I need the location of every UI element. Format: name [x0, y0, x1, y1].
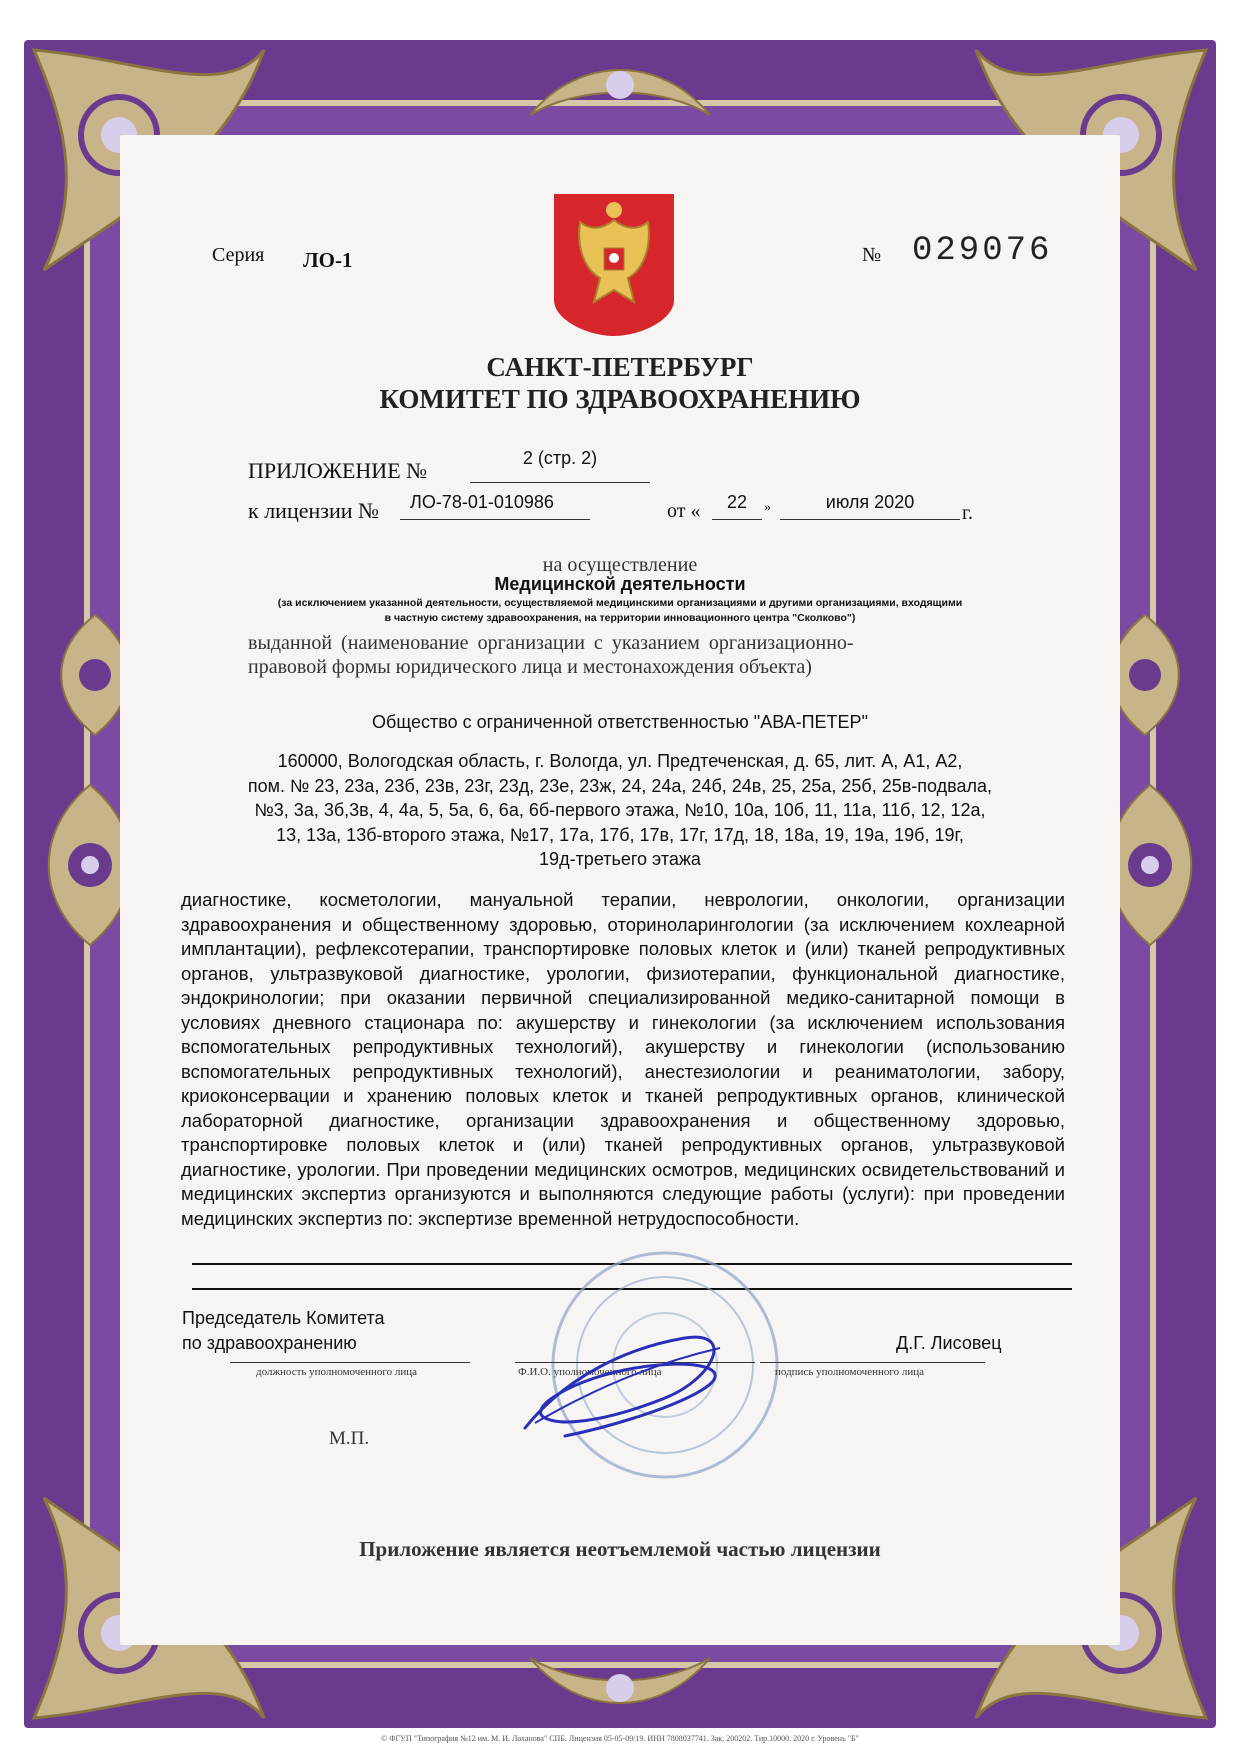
- number-label: №: [862, 244, 882, 266]
- printer-footer: © ФГУП "Типография №12 им. М. И. Лоханова" СПБ. Лицензия 05-05-09/19. ИНН 7808037741. Зак. 200202. Тир.10000. 2020 г. Уровень "Б": [381, 1734, 859, 1743]
- issued-to-line2: правовой формы юридического лица и местонахождения объекта): [248, 656, 812, 678]
- licensed-services-text: диагностике, косметологии, мануальной терапии, неврологии, онкологии, организации здравоохранения и общественному здоровью, оториноларингологии (за исключением кохлеарной имплантации), рефлексотерапии, транспортировке половых клеток и (или) тканей репродуктивных органов, ультразвуковой диагностике, урологии, физиотерапии, функциональной диагностике, эндокринологии; при оказании первичной специализированной медико-санитарной помощи в условиях дневного стационара по: акушерству и гинекологии (за исключением использования вспомогательных репродуктивных технологий), акушерству и гинекологии (использованию вспомогательных репродуктивных технологий), анестезиологии и реаниматологии, забору, криоконсервации и хранению половых клеток и тканей репродуктивных органов, клинической лабораторной диагностике, организации здравоохранения и общественному здоровью, транспортировке половых клеток и (или) тканей репродуктивных органов, ультразвуковой диагностике, урологии. При проведении медицинских осмотров, медицинских освидетельствований и медицинских экспертиз организуются и выполняются следующие работы (услуги): при проведении медицинских экспертиз по: экспертизе временной нетрудоспособности.: [181, 889, 1065, 1229]
- license-underline: [400, 519, 590, 520]
- date-month-year: июля 2020: [825, 492, 915, 512]
- number-value: 029076: [912, 232, 1053, 270]
- date-year-suffix: г.: [962, 502, 973, 524]
- activity-note-line1: (за исключением указанной деятельности, осуществляемой медицинскими организациями и другими организациями, входящими: [277, 597, 963, 609]
- appendix-value: 2 (стр. 2): [522, 448, 598, 468]
- date-from-label: от «: [667, 500, 701, 522]
- date-day-underline: [712, 519, 762, 520]
- address-line: 19д-третьего этажа: [539, 849, 701, 869]
- sign-underline: [760, 1362, 985, 1363]
- appendix-underline: [470, 482, 650, 483]
- date-month-underline: [780, 519, 960, 520]
- date-day: 22: [726, 492, 748, 512]
- license-label: к лицензии №: [248, 498, 379, 523]
- state-emblem-icon: [550, 190, 678, 340]
- caption-signature: подпись уполномоченного лица: [775, 1366, 924, 1378]
- organization-name: Общество с ограниченной ответственностью "АВА-ПЕТЕР": [372, 712, 868, 732]
- top-center-ornament: [520, 45, 720, 125]
- issued-to-line1: выданной (наименование организации с указанием организационно-: [248, 632, 854, 654]
- caption-fio: Ф.И.О. уполномоченного лица: [518, 1366, 662, 1378]
- signer-position-line2: по здравоохранению: [182, 1333, 357, 1353]
- signer-name: Д.Г. Лисовец: [896, 1333, 1002, 1353]
- purpose-intro: на осуществление: [542, 554, 698, 576]
- closing-statement: Приложение является неотъемлемой частью лицензии: [359, 1537, 881, 1561]
- organization-address: [170, 749, 1070, 872]
- address-line: 160000, Вологодская область, г. Вологда, ул. Предтеченская, д. 65, лит. А, А1, А2,: [277, 751, 963, 771]
- date-day-close: »: [764, 500, 771, 515]
- stamp-place-label: М.П.: [329, 1428, 370, 1449]
- bottom-center-ornament: [520, 1648, 720, 1728]
- activity-note-line2: в частную систему здравоохранения, на территории инновационного центра "Сколково"): [384, 612, 856, 624]
- license-number: ЛО-78-01-010986: [410, 492, 554, 512]
- city-heading: САНКТ-ПЕТЕРБУРГ: [486, 352, 754, 382]
- address-line: 13, 13а, 13б-второго этажа, №17, 17а, 17б, 17в, 17г, 17д, 18, 18а, 19, 19а, 19б, 19г,: [276, 824, 964, 845]
- series-value: ЛО-1: [303, 248, 353, 272]
- address-line: №3, 3а, 3б,3в, 4, 4а, 5, 5а, 6, 6а, 6б-первого этажа, №10, 10а, 10б, 11, 11а, 11б, 12, 12а,: [254, 800, 986, 820]
- activity-type: Медицинской деятельности: [494, 574, 746, 594]
- committee-heading: КОМИТЕТ ПО ЗДРАВООХРАНЕНИЮ: [379, 384, 861, 414]
- position-underline: [230, 1362, 470, 1363]
- handwritten-signature: [505, 1318, 755, 1448]
- signer-position-line1: Председатель Комитета: [182, 1308, 385, 1328]
- series-label: Серия: [212, 244, 265, 266]
- appendix-label: ПРИЛОЖЕНИЕ №: [248, 458, 428, 483]
- caption-position: должность уполномоченного лица: [256, 1366, 418, 1378]
- address-line: пом. № 23, 23а, 23б, 23в, 23г, 23д, 23е, 23ж, 24, 24а, 24б, 24в, 25, 25а, 25б, 25в-подвала,: [247, 775, 993, 796]
